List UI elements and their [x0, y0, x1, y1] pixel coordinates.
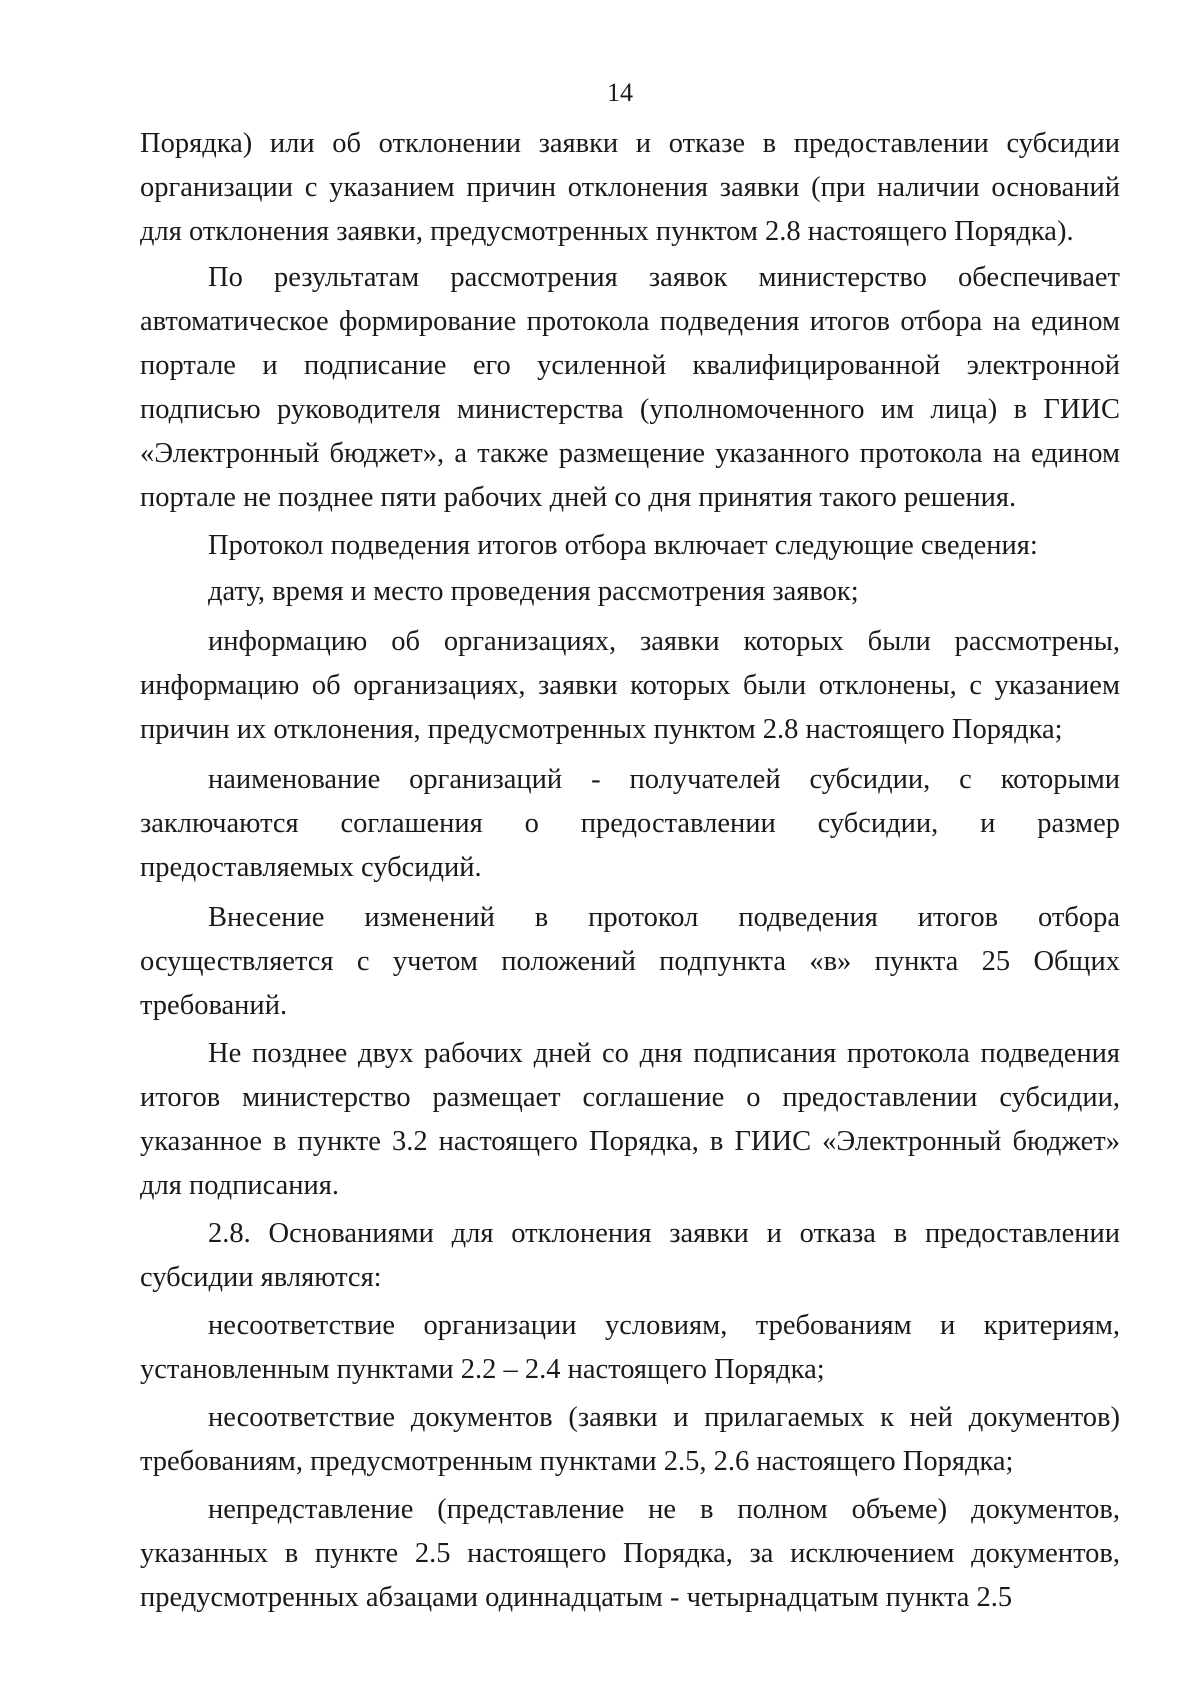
list-item-date-time-place: дату, время и место проведения рассмотрения заявок;: [208, 576, 859, 607]
paragraph-agreement-placement: Не позднее двух рабочих дней со дня подписания протокола подведения итогов министерство размещает соглашение о предоставлении субсидии, указанное в пункте 3.2 настоящего Порядка, в ГИИС «Электронный бюджет» для подписания.: [140, 1038, 1120, 1201]
list-item-recipients: наименование организаций - получателей субсидии, с которыми заключаются соглашения о предоставлении субсидии, и размер предоставляемых субсидий.: [140, 764, 1120, 883]
list-item-organization-mismatch: несоответствие организации условиям, требованиям и критериям, установленным пунктами 2.2 – 2.4 настоящего Порядка;: [140, 1310, 1120, 1385]
paragraph-protocol-changes: Внесение изменений в протокол подведения итогов отбора осуществляется с учетом положений подпункта «в» пункта 25 Общих требований.: [140, 902, 1120, 1021]
paragraph-results-protocol: По результатам рассмотрения заявок министерство обеспечивает автоматическое формирование протокола подведения итогов отбора на едином портале и подписание его усиленной квалифицированной электронной подписью руководителя министерства (уполномоченного им лица) в ГИИС «Электронный бюджет», а также размещение указанного протокола на едином портале не позднее пяти рабочих дней со дня принятия такого решения.: [140, 262, 1120, 513]
list-item-organizations-info: информацию об организациях, заявки которых были рассмотрены, информацию об организациях, заявки которых были отклонены, с указанием причин их отклонения, предусмотренных пунктом 2.8 настоящего Порядка;: [140, 626, 1120, 745]
document-body: [140, 122, 1120, 1620]
paragraph-protocol-contents: Протокол подведения итогов отбора включает следующие сведения:: [208, 530, 1038, 561]
page-number: 14: [607, 78, 633, 107]
list-item-documents-missing: непредставление (представление не в полном объеме) документов, указанных в пункте 2.5 настоящего Порядка, за исключением документов, предусмотренных абзацами одиннадцатым - четырнадцатым пункта 2.5: [140, 1494, 1120, 1613]
clause-2-8-heading: 2.8. Основаниями для отклонения заявки и отказа в предоставлении субсидии являются:: [140, 1218, 1120, 1293]
paragraph-continuation: Порядка) или об отклонении заявки и отказе в предоставлении субсидии организации с указанием причин отклонения заявки (при наличии оснований для отклонения заявки, предусмотренных пунктом 2.8 настоящего Порядка).: [140, 128, 1120, 247]
list-item-documents-mismatch: несоответствие документов (заявки и прилагаемых к ней документов) требованиям, предусмотренным пунктами 2.5, 2.6 настоящего Порядка;: [140, 1402, 1120, 1477]
